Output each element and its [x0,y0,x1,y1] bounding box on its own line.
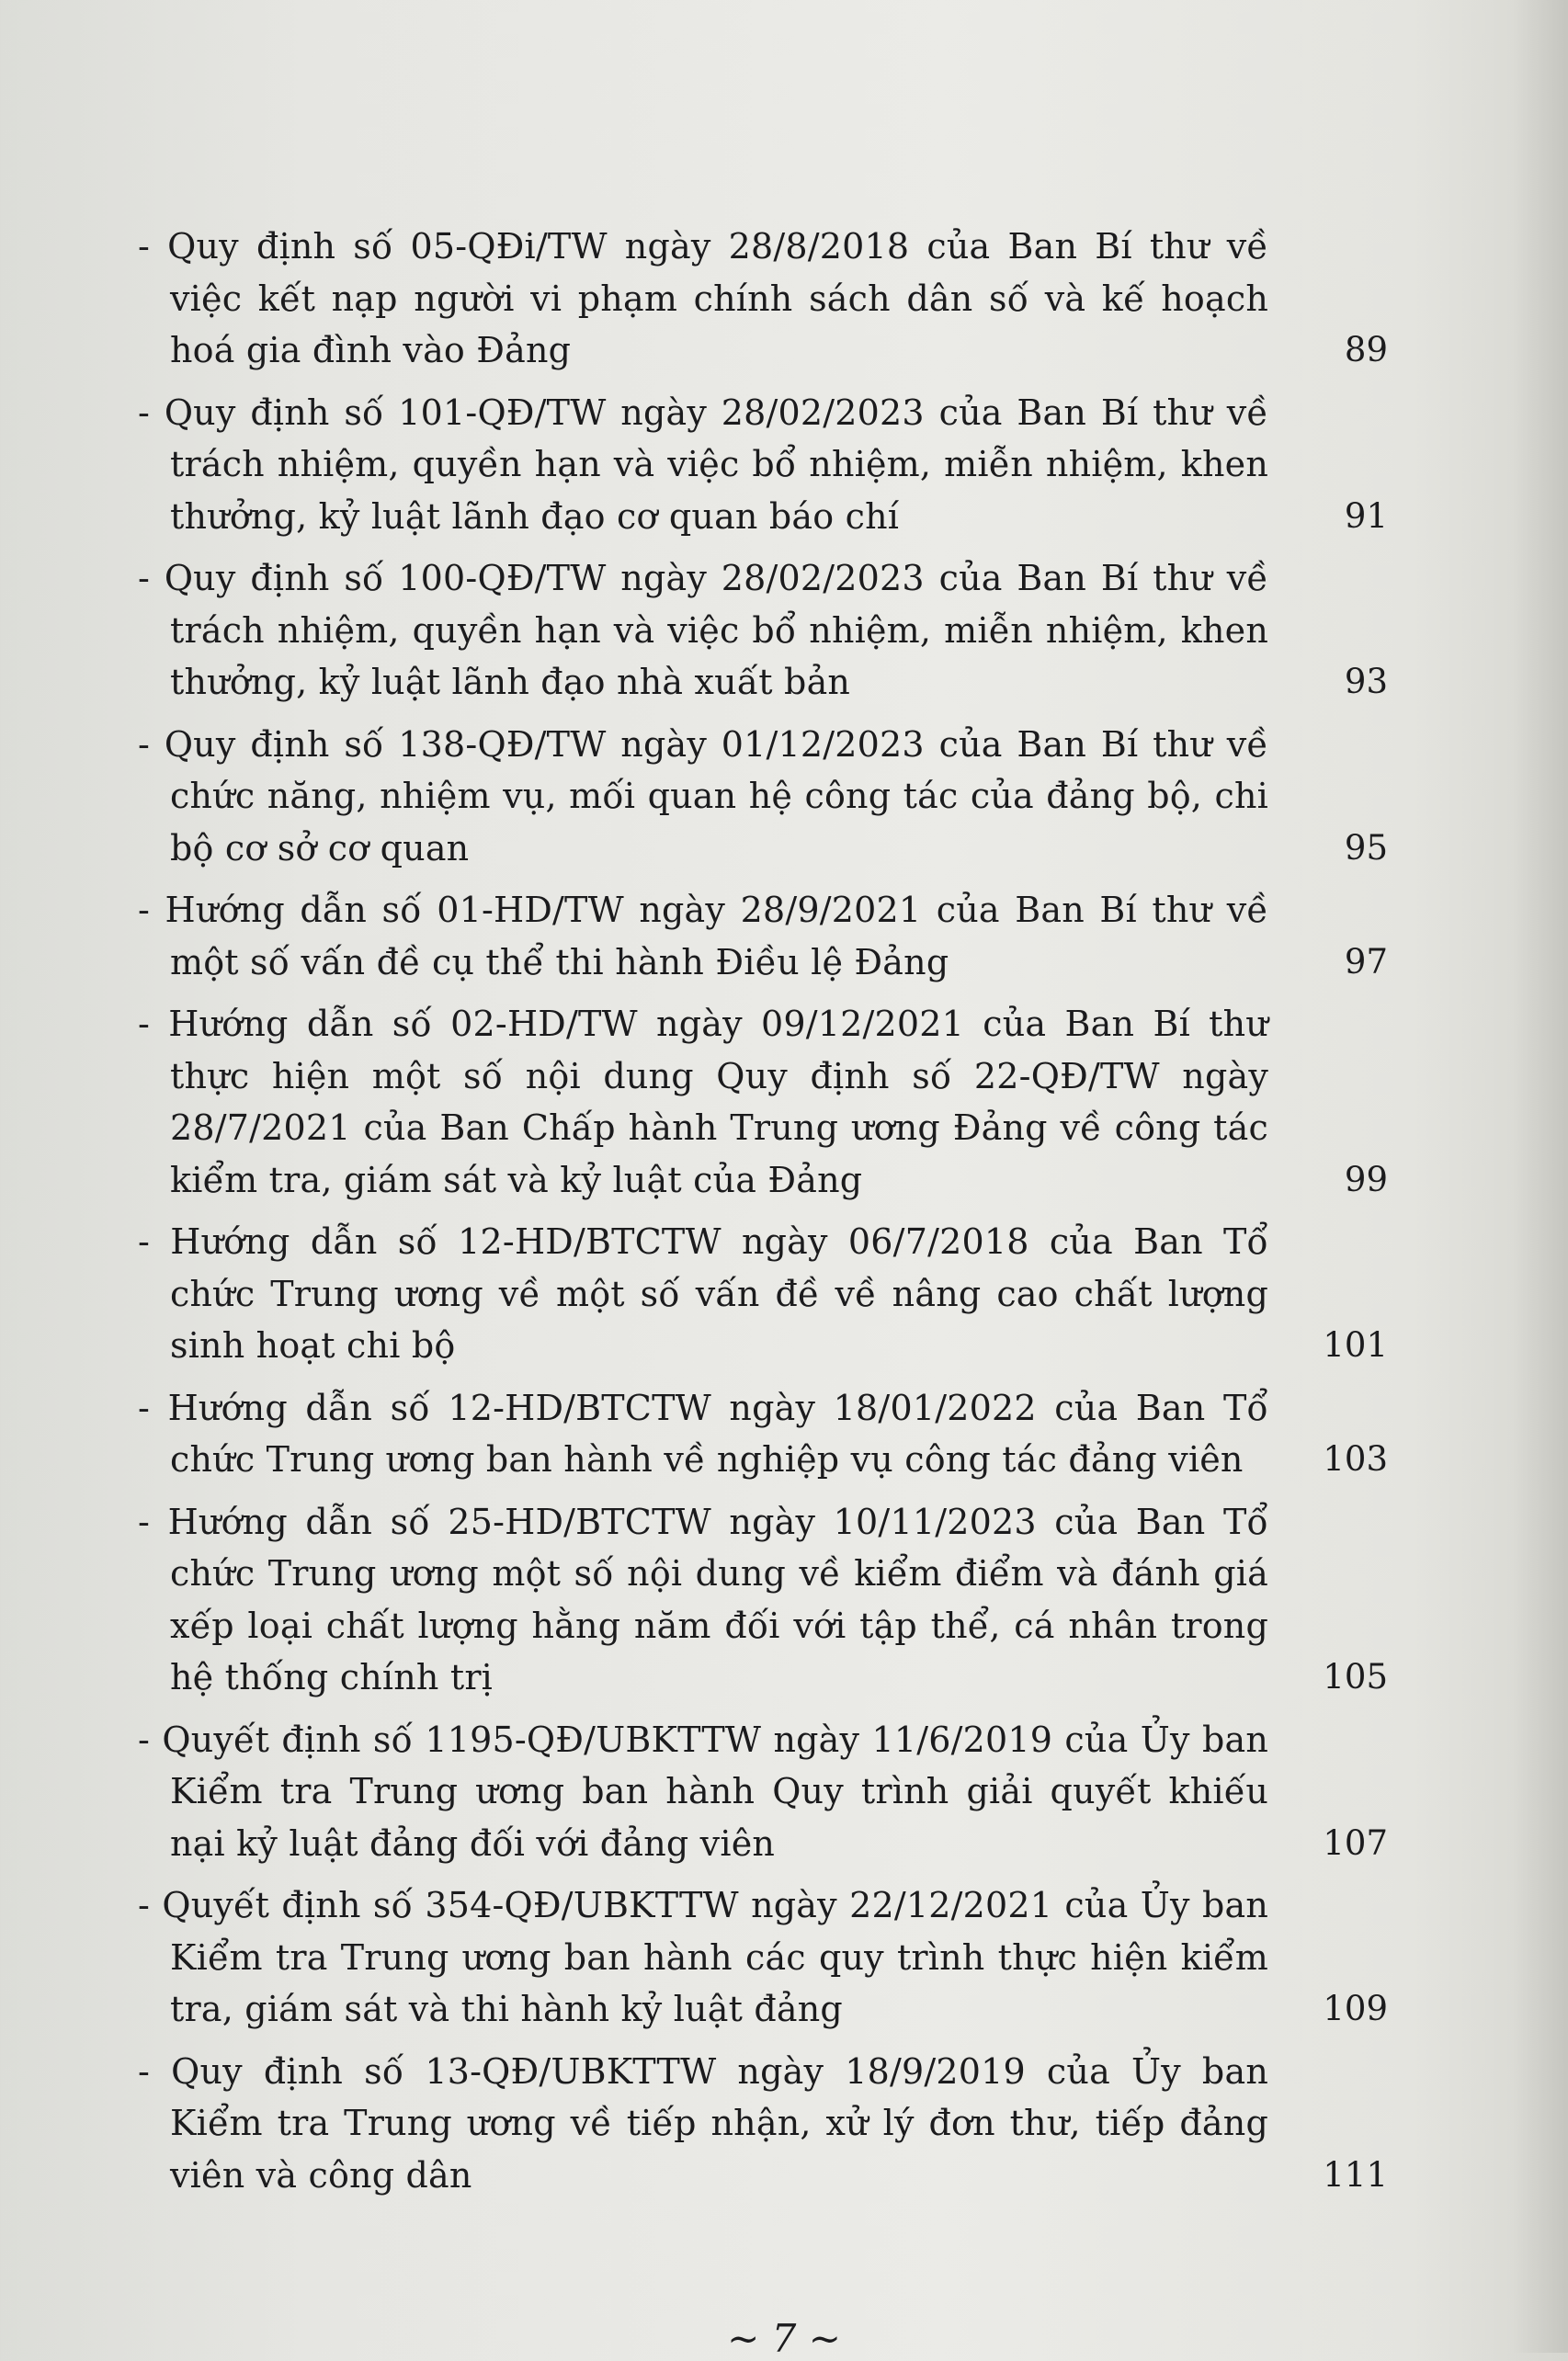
toc-entry-title: - Quy định số 05-QĐi/TW ngày 28/8/2018 của Ban Bí thư về việc kết nạp người vi phạm chính sách dân số và kế hoạch hoá gia đình vào Đảng [138,226,1268,370]
toc-entry [138,884,1388,988]
toc-entry-page: 93 [1344,662,1388,701]
toc-entry-page: 103 [1323,1439,1388,1479]
toc-entry-title: - Quyết định số 354-QĐ/UBKTTW ngày 22/12/2021 của Ủy ban Kiểm tra Trung ương ban hành các quy trình thực hiện kiểm tra, giám sát và thi hành kỷ luật đảng [138,1885,1268,2029]
toc-entry-page: 105 [1323,1657,1388,1697]
toc-entry [138,1714,1388,1870]
toc-entry [138,1216,1388,1372]
page-number: ~ 7 ~ [727,2316,841,2361]
toc-entry [138,1879,1388,2036]
toc-entry-title: - Hướng dẫn số 12-HD/BTCTW ngày 06/7/2018 của Ban Tổ chức Trung ương về một số vấn đề về nâng cao chất lượng sinh hoạt chi bộ [138,1221,1268,1366]
toc-entry-page: 111 [1323,2154,1388,2195]
toc-entry [138,387,1388,543]
toc-entry-title: - Quy định số 138-QĐ/TW ngày 01/12/2023 của Ban Bí thư về chức năng, nhiệm vụ, mối quan hệ công tác của đảng bộ, chi bộ cơ sở cơ quan [138,723,1268,868]
toc-entry-title: - Quy định số 13-QĐ/UBKTTW ngày 18/9/2019 của Ủy ban Kiểm tra Trung ương về tiếp nhận, xử lý đơn thư, tiếp đảng viên và công dân [138,2050,1268,2196]
toc-entry [138,552,1388,709]
toc-entry-title: - Hướng dẫn số 12-HD/BTCTW ngày 18/01/2022 của Ban Tổ chức Trung ương ban hành về nghiệp vụ công tác đảng viên [138,1387,1268,1480]
toc-entry [138,2046,1388,2202]
toc-entry [138,221,1388,377]
toc-entry-title: - Quyết định số 1195-QĐ/UBKTTW ngày 11/6/2019 của Ủy ban Kiểm tra Trung ương ban hành Quy trình giải quyết khiếu nại kỷ luật đảng đối với đảng viên [138,1719,1268,1864]
toc-entry-page: 95 [1344,827,1388,868]
toc-entry [138,998,1388,1206]
toc-entry-page: 101 [1323,1325,1388,1365]
toc-entry-page: 97 [1344,941,1388,982]
toc-entry-title: - Quy định số 101-QĐ/TW ngày 28/02/2023 của Ban Bí thư về trách nhiệm, quyền hạn và việc bổ nhiệm, miễn nhiệm, khen thưởng, kỷ luật lãnh đạo cơ quan báo chí [138,392,1268,537]
toc-entry-page: 109 [1323,1989,1388,2028]
toc-entry [138,1382,1388,1486]
toc-entry-page: 89 [1344,330,1388,369]
toc-entry-title: - Hướng dẫn số 02-HD/TW ngày 09/12/2021 của Ban Bí thư thực hiện một số nội dung Quy định số 22-QĐ/TW ngày 28/7/2021 của Ban Chấp hành Trung ương Đảng về công tác kiểm tra, giám sát và kỷ luật của Đảng [138,1004,1268,1200]
table-of-contents [138,221,1388,2211]
toc-entry-page: 107 [1323,1822,1388,1863]
toc-entry [138,719,1388,875]
toc-entry-page: 99 [1344,1159,1388,1199]
toc-entry-title: - Hướng dẫn số 25-HD/BTCTW ngày 10/11/2023 của Ban Tổ chức Trung ương một số nội dung về kiểm điểm và đánh giá xếp loại chất lượng hằng năm đối với tập thể, cá nhân trong hệ thống chính trị [138,1501,1268,1697]
toc-entry-page: 91 [1344,495,1388,536]
toc-entry-title: - Hướng dẫn số 01-HD/TW ngày 28/9/2021 của Ban Bí thư về một số vấn đề cụ thể thi hành Điều lệ Đảng [138,890,1268,982]
page-edge-shadow [1513,0,1568,2353]
toc-entry [138,1496,1388,1704]
toc-entry-title: - Quy định số 100-QĐ/TW ngày 28/02/2023 của Ban Bí thư về trách nhiệm, quyền hạn và việc bổ nhiệm, miễn nhiệm, khen thưởng, kỷ luật lãnh đạo nhà xuất bản [138,558,1268,702]
